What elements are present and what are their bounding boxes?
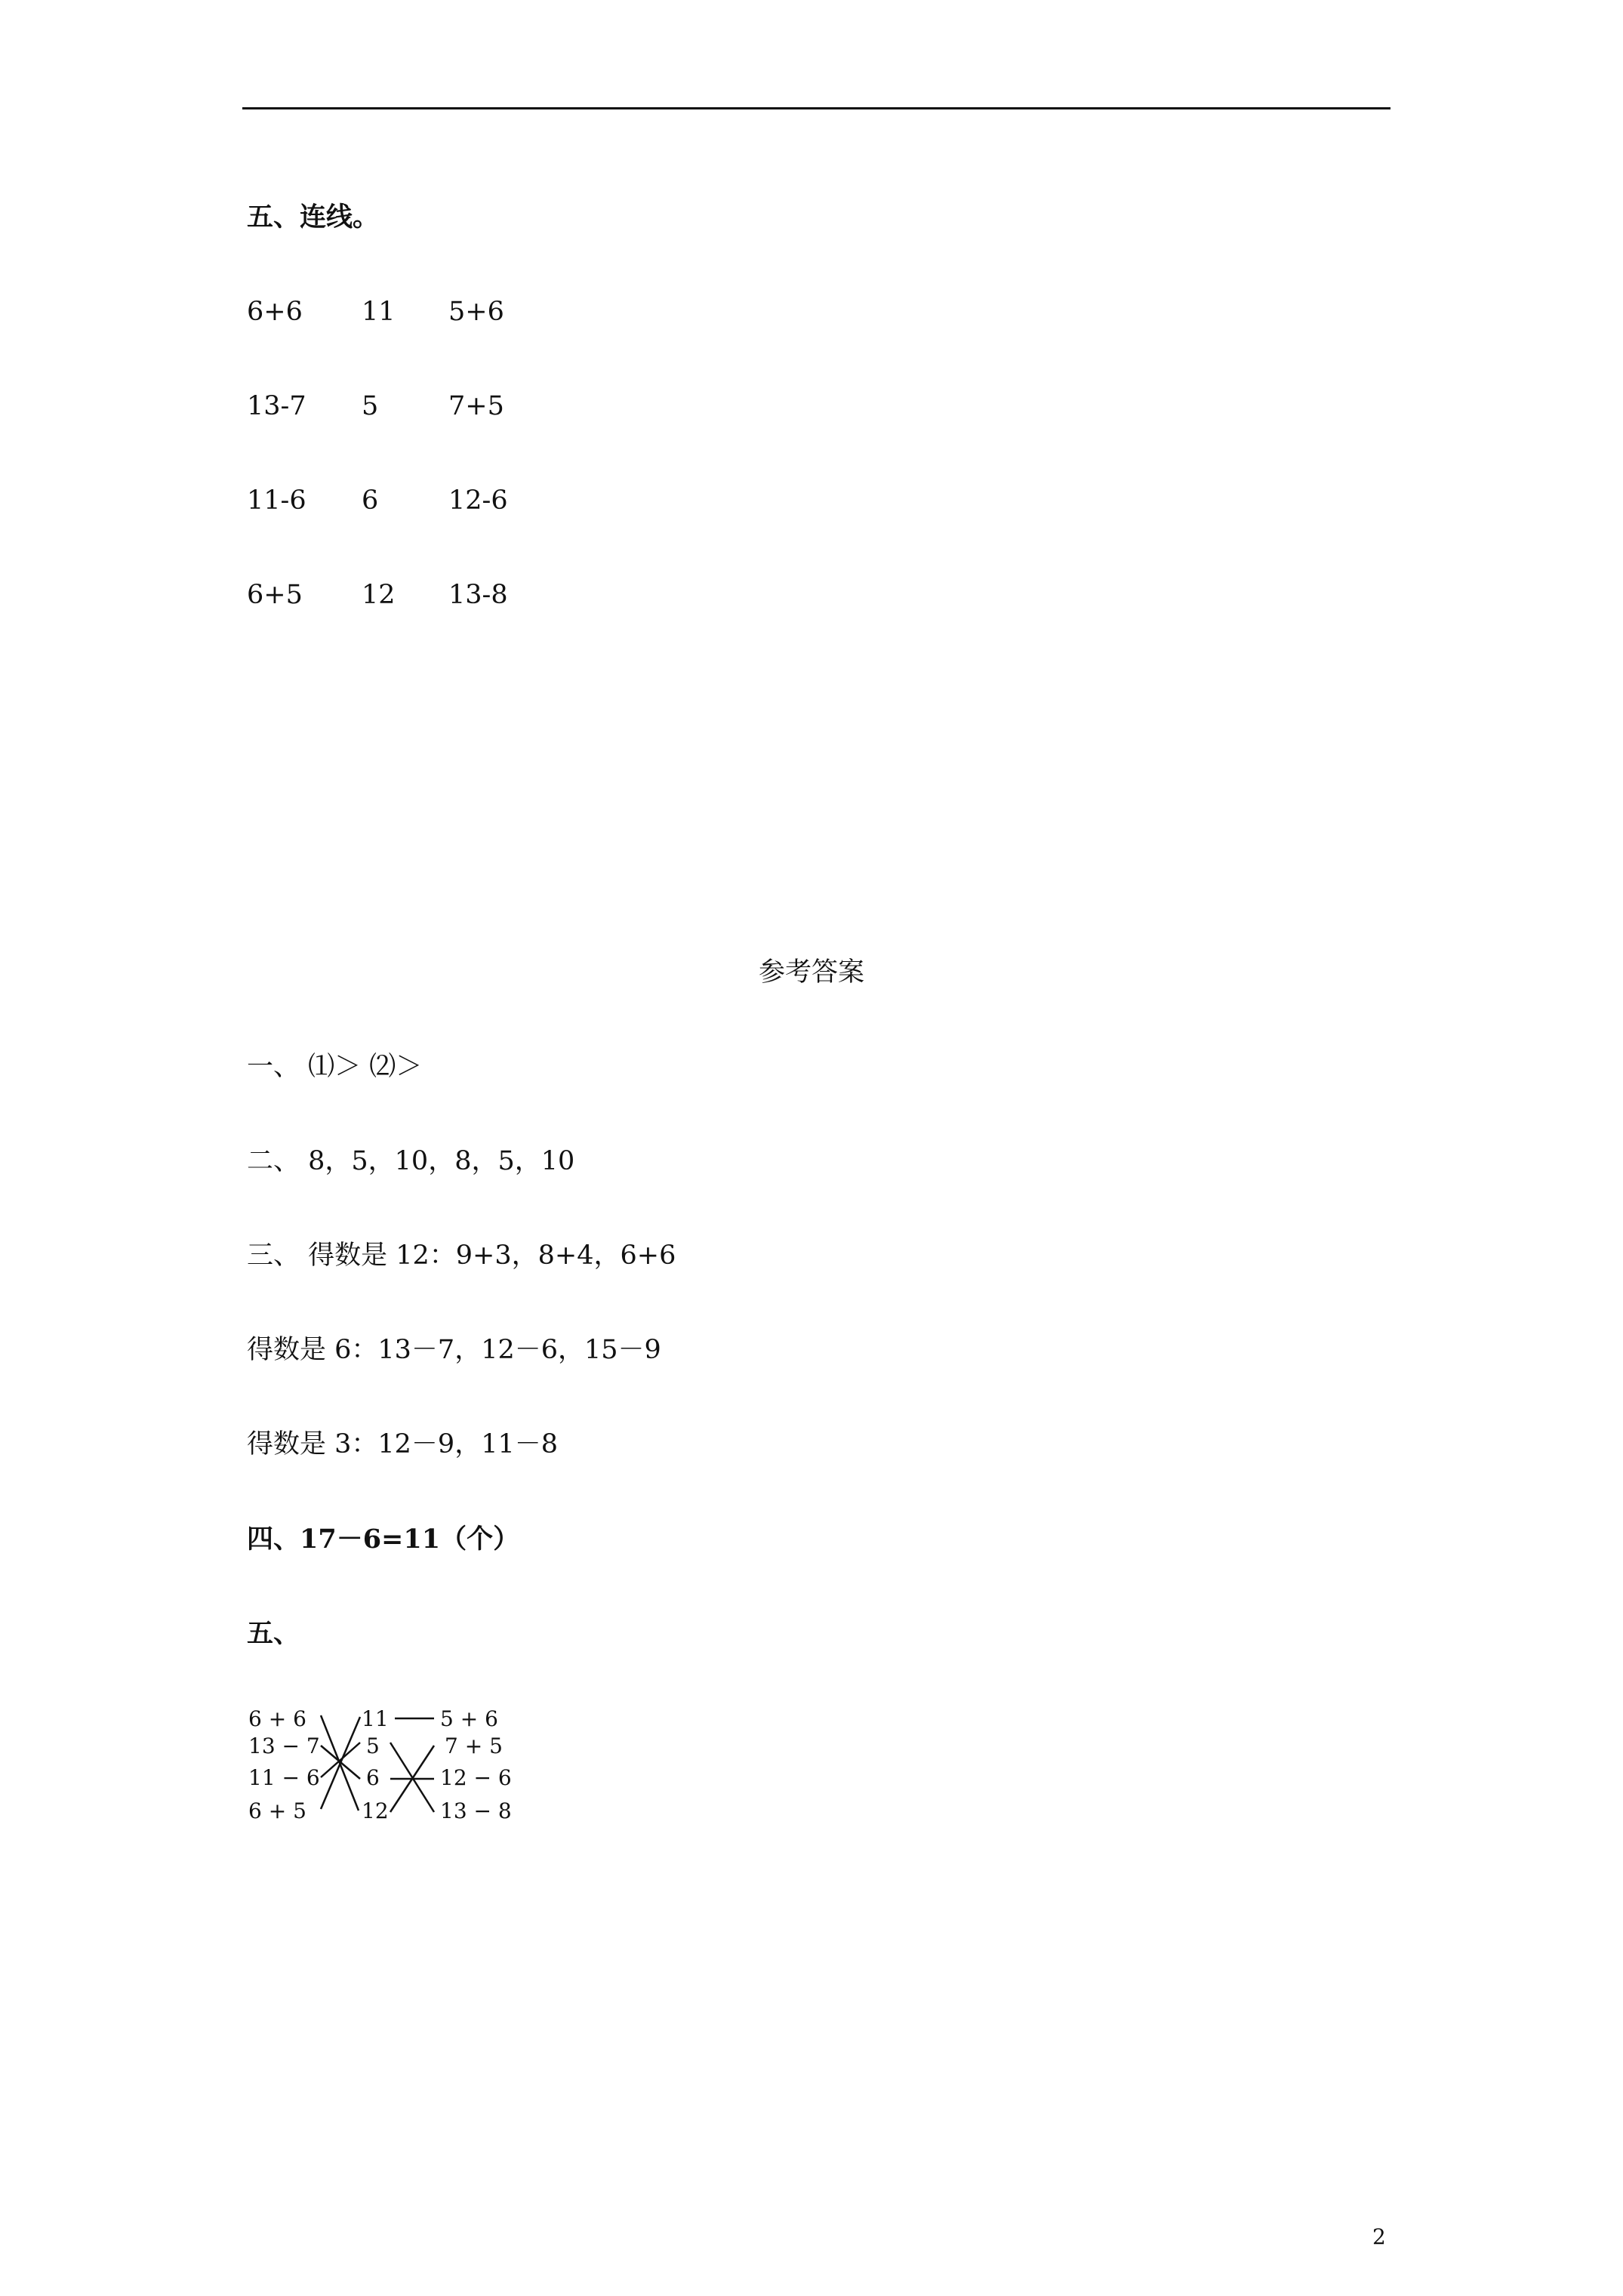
answer-line: 三、 得数是 12：9+3，8+4，6+6 (247, 1240, 676, 1271)
middle-number: 12 (362, 580, 396, 610)
left-expression: 13-7 (247, 391, 306, 421)
page-number: 2 (1372, 2224, 1386, 2249)
left-expression: 6+5 (247, 580, 303, 610)
diagram-left-expression: 11 − 6 (248, 1765, 320, 1790)
answer-line: 得数是 3：12－9，11－8 (247, 1429, 559, 1459)
section-heading: 五、连线。 (247, 202, 380, 233)
diagram-right-expression: 12 − 6 (440, 1765, 512, 1790)
answer-line: 二、 8，5，10，8，5，10 (247, 1146, 575, 1176)
header-rule (242, 107, 1390, 109)
diagram-left-expression: 13 − 7 (248, 1734, 320, 1758)
diagram-right-expression: 13 − 8 (440, 1798, 512, 1823)
answer-line: 一、 ⑴＞ ⑵＞ (247, 1052, 423, 1082)
answer-line: 四、17－6=11（个） (247, 1524, 520, 1555)
diagram-right-expression: 5 + 6 (440, 1706, 498, 1731)
middle-number: 11 (362, 297, 396, 327)
diagram-left-expression: 6 + 6 (248, 1706, 306, 1731)
right-expression: 12-6 (448, 485, 508, 516)
middle-number: 5 (362, 391, 379, 421)
connector-line (321, 1743, 360, 1777)
diagram-middle-number: 5 (366, 1734, 380, 1758)
answer-line: 得数是 6：13－7，12－6，15－9 (247, 1335, 661, 1365)
right-expression: 5+6 (448, 297, 504, 327)
right-expression: 7+5 (448, 391, 504, 421)
diagram-left-expression: 6 + 5 (248, 1798, 306, 1823)
left-expression: 11-6 (247, 485, 306, 516)
middle-number: 6 (362, 485, 379, 516)
diagram-middle-number: 11 (362, 1706, 389, 1731)
answers-title: 参考答案 (758, 957, 864, 988)
matching-answer-diagram (247, 1706, 519, 1830)
left-expression: 6+6 (247, 297, 303, 327)
answer-line: 五、 (247, 1618, 300, 1649)
right-expression: 13-8 (448, 580, 508, 610)
diagram-middle-number: 6 (366, 1765, 380, 1790)
diagram-middle-number: 12 (362, 1798, 389, 1823)
diagram-right-expression: 7 + 5 (445, 1734, 503, 1758)
